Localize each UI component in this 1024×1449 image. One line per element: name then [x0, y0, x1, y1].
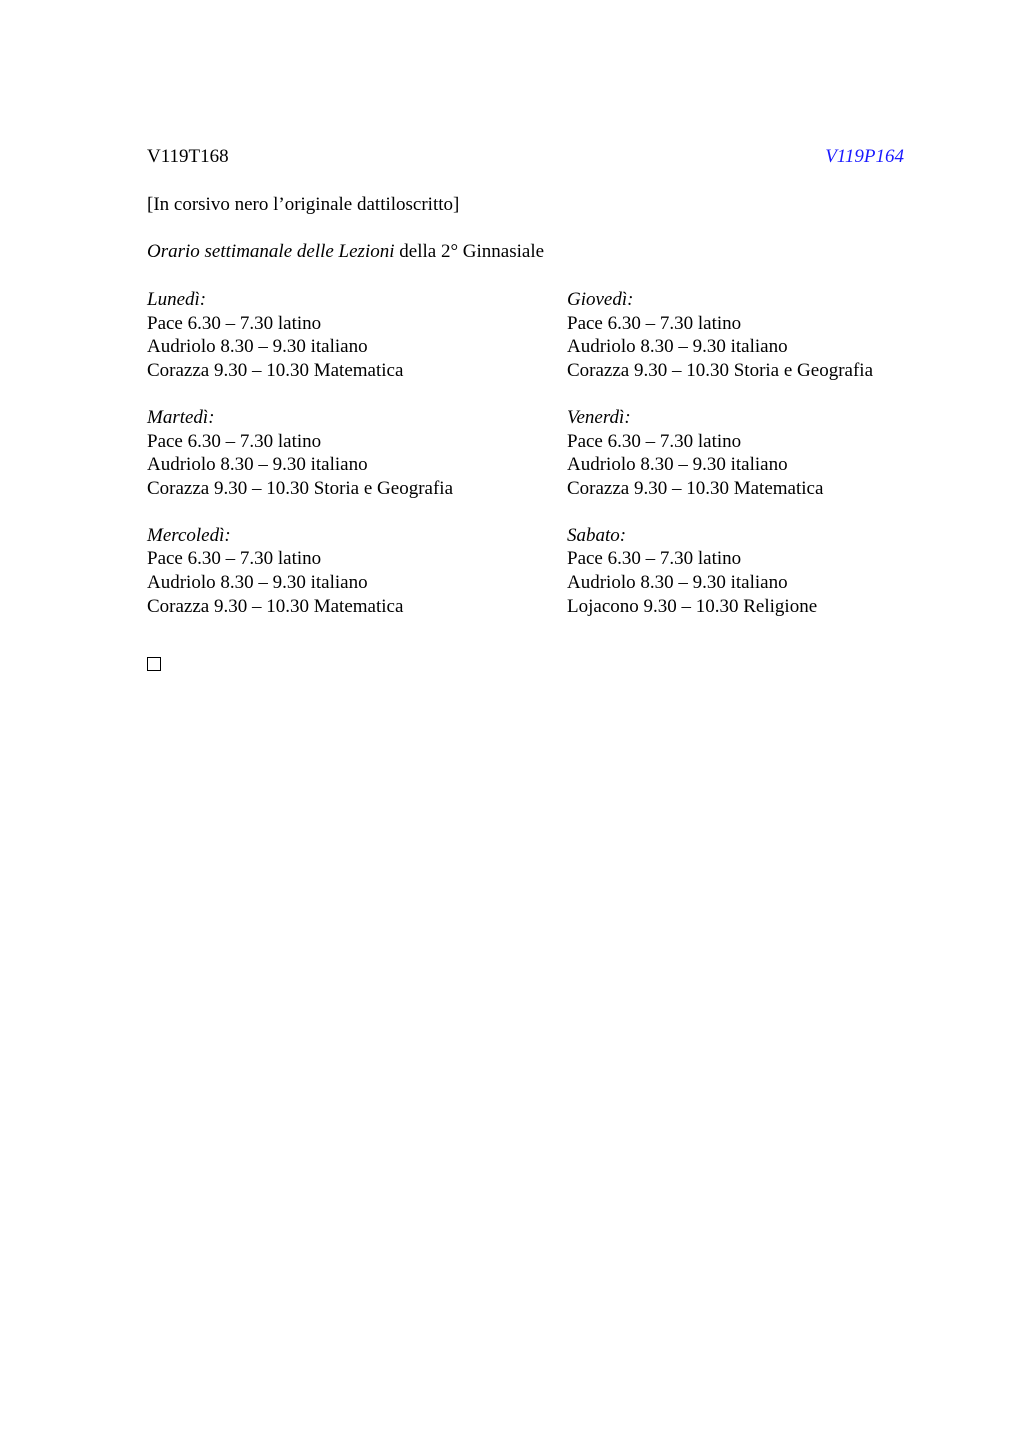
lesson-line: Corazza 9.30 – 10.30 Matematica — [567, 477, 824, 499]
day-block-sabato — [567, 524, 904, 619]
lesson-line: Lojacono 9.30 – 10.30 Religione — [567, 595, 818, 617]
day-name: Mercoledì: — [147, 524, 231, 546]
day-block-martedi — [147, 406, 567, 501]
end-marker-box — [147, 657, 161, 671]
document-page — [147, 145, 904, 618]
lesson-line: Corazza 9.30 – 10.30 Storia e Geografia — [567, 360, 874, 382]
page-reference-link[interactable]: V119P164 — [825, 146, 904, 167]
lesson-line: Audriolo 8.30 – 9.30 italiano — [567, 454, 788, 476]
document-header — [147, 145, 904, 169]
lesson-line: Audriolo 8.30 – 9.30 italiano — [147, 572, 368, 594]
title-plain-part: della 2° Ginnasiale — [394, 241, 545, 262]
lesson-line: Audriolo 8.30 – 9.30 italiano — [567, 572, 788, 594]
day-block-venerdi — [567, 406, 904, 501]
lesson-line: Pace 6.30 – 7.30 latino — [147, 548, 322, 570]
day-name: Venerdì: — [567, 406, 631, 428]
lesson-line: Pace 6.30 – 7.30 latino — [567, 548, 742, 570]
day-name: Giovedì: — [567, 289, 634, 310]
lesson-line: Corazza 9.30 – 10.30 Matematica — [147, 360, 404, 382]
document-id: V119T168 — [147, 146, 229, 167]
day-block-mercoledi — [147, 524, 567, 619]
day-name: Sabato: — [567, 524, 627, 546]
day-block-lunedi — [147, 288, 567, 383]
lesson-line: Audriolo 8.30 – 9.30 italiano — [147, 454, 368, 476]
document-title — [147, 240, 904, 264]
editorial-note: [In corsivo nero l’originale dattiloscritto] — [147, 194, 460, 215]
lesson-line: Corazza 9.30 – 10.30 Matematica — [147, 595, 404, 617]
lesson-line: Audriolo 8.30 – 9.30 italiano — [147, 336, 368, 358]
lesson-line: Pace 6.30 – 7.30 latino — [567, 430, 742, 452]
day-block-giovedi — [567, 288, 904, 383]
lesson-line: Pace 6.30 – 7.30 latino — [147, 430, 322, 452]
lesson-line: Corazza 9.30 – 10.30 Storia e Geografia — [147, 477, 454, 499]
title-italic-part: Orario settimanale delle Lezioni — [147, 241, 395, 262]
lesson-line: Pace 6.30 – 7.30 latino — [567, 312, 742, 334]
day-name: Lunedì: — [147, 289, 207, 310]
day-name: Martedì: — [147, 406, 215, 428]
lesson-line: Audriolo 8.30 – 9.30 italiano — [567, 336, 788, 358]
weekly-schedule — [147, 288, 904, 618]
lesson-line: Pace 6.30 – 7.30 latino — [147, 312, 322, 334]
